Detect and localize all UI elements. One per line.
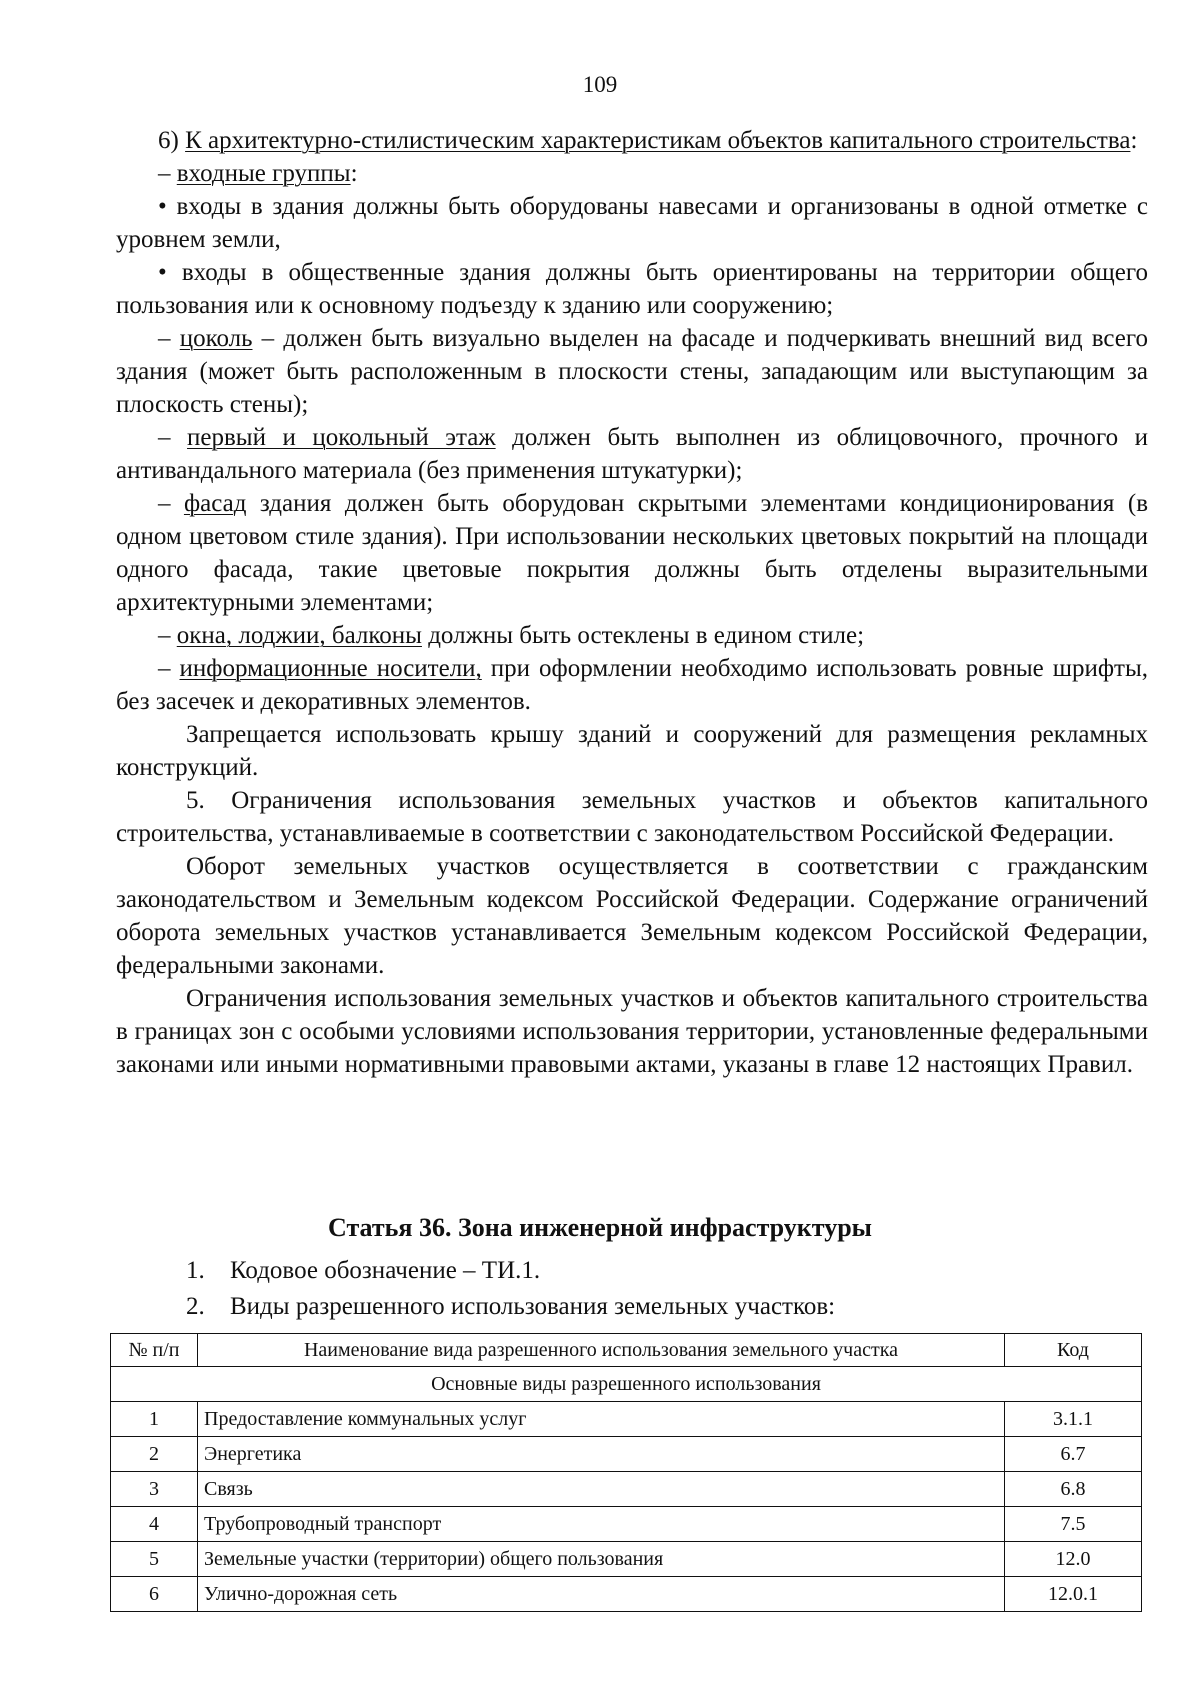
dash-prefix: – xyxy=(158,622,177,649)
row-code: 6.8 xyxy=(1005,1472,1142,1507)
underlined-term: фасад xyxy=(183,490,247,517)
underlined-term: окна, лоджии, балконы xyxy=(176,622,422,649)
row-code: 6.7 xyxy=(1005,1437,1142,1472)
dash-prefix: – xyxy=(158,655,180,682)
dash-prefix: – xyxy=(158,325,180,352)
dash-prefix: – xyxy=(158,490,184,517)
row-number: 5 xyxy=(111,1542,198,1577)
table-header-row xyxy=(111,1334,1142,1367)
row-number: 2 xyxy=(111,1437,198,1472)
underlined-term: первый и цокольный этаж xyxy=(187,424,496,451)
row-number: 1 xyxy=(111,1402,198,1437)
underlined-term: К архитектурно-стилистическим характеристикам объектов капитального строительства xyxy=(185,127,1131,154)
document-body xyxy=(116,124,1148,1081)
paragraph-entrance-groups xyxy=(116,157,1148,190)
permitted-uses-table xyxy=(110,1333,1142,1612)
bullet-entrances-canopies: • входы в здания должны быть оборудованы навесами и организованы в одной отметке с уровнем земли, xyxy=(116,193,1148,253)
table-row xyxy=(111,1577,1142,1612)
row-name: Энергетика xyxy=(198,1437,1005,1472)
paragraph-suffix: : xyxy=(1130,127,1138,154)
item-number: 1. xyxy=(186,1257,205,1284)
row-code: 3.1.1 xyxy=(1005,1402,1142,1437)
section-title: Основные виды разрешенного использования xyxy=(111,1367,1142,1402)
paragraph-prefix: 6) xyxy=(158,127,186,154)
paragraph-text: здания должен быть оборудован скрытыми элементами кондиционирования (в одном цветовом стиле здания). При использовании нескольких цветовых покрытий на площади одного фасада, такие цветовые покрытия должны быть отделены выразительными архитектурными элементами; xyxy=(116,490,1148,616)
table-row xyxy=(111,1402,1142,1437)
paragraph-facade xyxy=(116,487,1148,619)
header-name: Наименование вида разрешенного использования земельного участка xyxy=(198,1334,1005,1367)
paragraph-land-turnover: Оборот земельных участков осуществляется в соответствии с гражданским законодательством и Земельным кодексом Российской Федерации. Содержание ограничений оборота земельных участков устанавливается Земельным кодексом Российской Федерации, федеральными законами. xyxy=(116,853,1148,979)
row-name: Трубопроводный транспорт xyxy=(198,1507,1005,1542)
table-section-row xyxy=(111,1367,1142,1402)
underlined-term: цоколь xyxy=(179,325,253,352)
table-row xyxy=(111,1472,1142,1507)
paragraph-text: должен быть выполнен из облицовочного, прочного и антивандального материала (без применения штукатурки); xyxy=(116,424,1148,484)
dash-prefix: – xyxy=(158,424,188,451)
row-code: 12.0.1 xyxy=(1005,1577,1142,1612)
table-row xyxy=(111,1507,1142,1542)
header-number: № п/п xyxy=(111,1334,198,1367)
table-row xyxy=(111,1542,1142,1577)
paragraph-info-carriers xyxy=(116,652,1148,718)
table-row xyxy=(111,1437,1142,1472)
row-code: 7.5 xyxy=(1005,1507,1142,1542)
article-heading: Статья 36. Зона инженерной инфраструктуры xyxy=(328,1213,872,1242)
row-name: Связь xyxy=(198,1472,1005,1507)
paragraph-text: – должен быть визуально выделен на фасаде и подчеркивать внешний вид всего здания (может быть расположенным в плоскости стены, западающим или выступающим за плоскость стены); xyxy=(116,325,1149,418)
row-number: 3 xyxy=(111,1472,198,1507)
row-name: Улично-дорожная сеть xyxy=(198,1577,1005,1612)
paragraph-windows xyxy=(116,619,1148,652)
paragraph-special-zones: Ограничения использования земельных участков и объектов капитального строительства в границах зон с особыми условиями использования территории, установленные федеральными законами или иными нормативными правовыми актами, указаны в главе 12 настоящих Правил. xyxy=(116,985,1148,1078)
paragraph-plinth xyxy=(116,322,1148,421)
row-code: 12.0 xyxy=(1005,1542,1142,1577)
header-code: Код xyxy=(1005,1334,1142,1367)
row-name: Предоставление коммунальных услуг xyxy=(198,1402,1005,1437)
row-number: 6 xyxy=(111,1577,198,1612)
numbered-item-code xyxy=(186,1257,540,1285)
paragraph-architectural-characteristics xyxy=(116,124,1148,157)
row-name: Земельные участки (территории) общего пользования xyxy=(198,1542,1005,1577)
underlined-term: входные группы xyxy=(176,160,351,187)
item-text: Кодовое обозначение – ТИ.1. xyxy=(230,1257,541,1284)
item-number: 2. xyxy=(186,1293,205,1320)
paragraph-text: при оформлении необходимо использовать ровные шрифты, без засечек и декоративных элементов. xyxy=(116,655,1148,715)
bullet-public-entrances: • входы в общественные здания должны быть ориентированы на территории общего пользования или к основному подъезду к зданию или сооружению; xyxy=(116,259,1148,319)
underlined-term: информационные носители, xyxy=(179,655,482,682)
paragraph-first-floor xyxy=(116,421,1148,487)
row-number: 4 xyxy=(111,1507,198,1542)
numbered-item-uses xyxy=(186,1293,835,1321)
paragraph-section-5: 5. Ограничения использования земельных участков и объектов капитального строительства, устанавливаемые в соответствии с законодательством Российской Федерации. xyxy=(116,787,1148,847)
dash-prefix: – xyxy=(158,160,177,187)
item-text: Виды разрешенного использования земельных участков: xyxy=(230,1293,836,1320)
paragraph-roof-ban: Запрещается использовать крышу зданий и сооружений для размещения рекламных конструкций. xyxy=(116,721,1148,781)
page-number: 109 xyxy=(582,72,618,97)
paragraph-suffix: : xyxy=(350,160,358,187)
paragraph-text: должны быть остеклены в едином стиле; xyxy=(421,622,865,649)
